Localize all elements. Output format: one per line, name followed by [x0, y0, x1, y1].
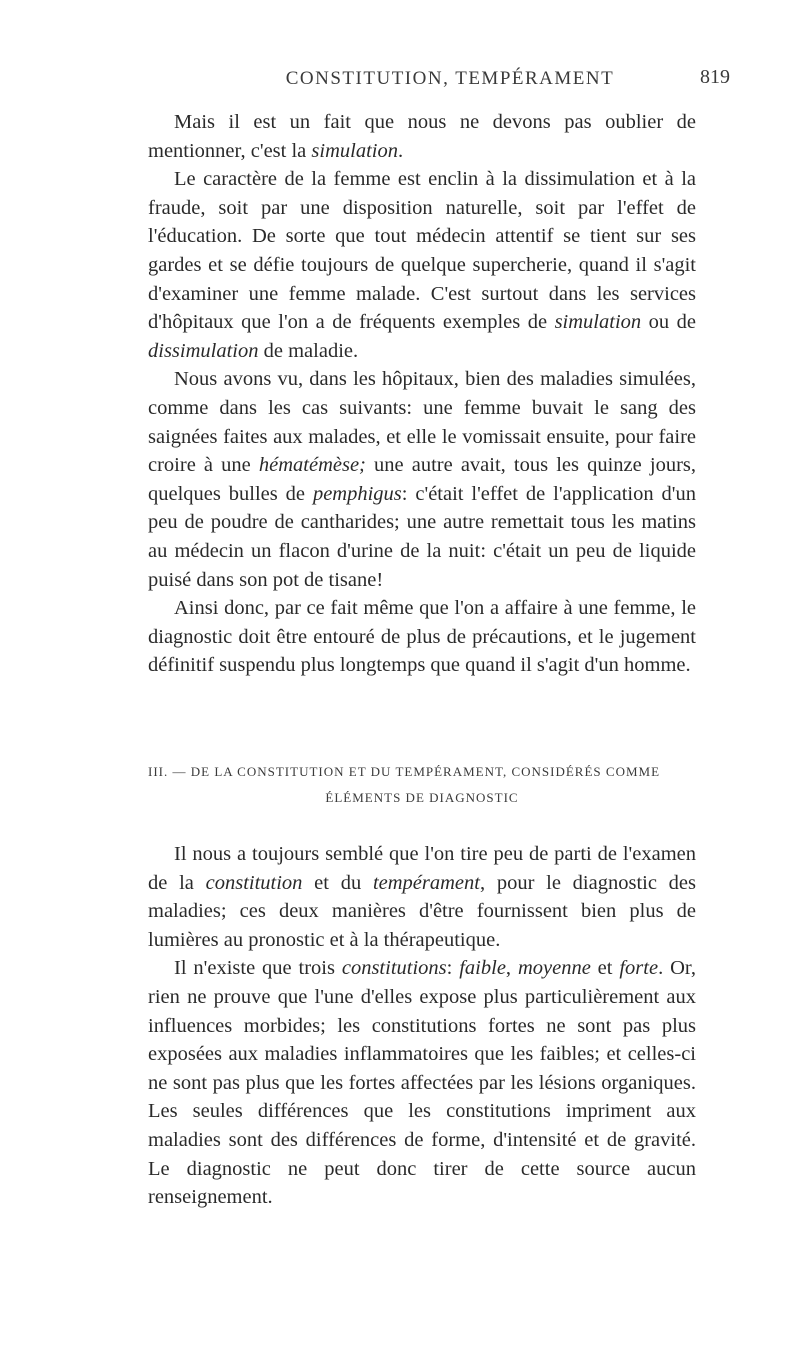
body-text-top [148, 108, 696, 680]
paragraph: Il n'existe que trois constitutions: faible, moyenne et forte. Or, rien ne prouve que l'une d'elles expose plus particulièrement aux influences morbides; les constitutions fortes ne sont pas plus exposées aux maladies inflammatoires que les faibles; et celles-ci ne sont pas plus que les fortes affectées par les lésions organiques. Les seules différences que les constitutions impriment aux maladies sont des différences de forme, d'intensité et de gravité. Le diagnostic ne peut donc tirer de cette source aucun renseignement. [148, 957, 697, 1209]
section-heading-line1: III. — DE LA CONSTITUTION ET DU TEMPÉRAMENT, CONSIDÉRÉS COMME [148, 764, 661, 779]
paragraph: Nous avons vu, dans les hôpitaux, bien des maladies simulées, comme dans les cas suivants: une femme buvait le sang des saignées faites aux malades, et elle le vomissait ensuite, pour faire croire à une hématémèse; une autre avait, tous les quinze jours, quelques bulles de pemphigus: c'était l'effet de l'application d'un peu de poudre de cantharides; une autre remettait tous les matins au médecin un flacon d'urine de la nuit: c'était un peu de liquide puisé dans son pot de tisane! [148, 368, 697, 591]
paragraph: Mais il est un fait que nous ne devons pas oublier de mentionner, c'est la simulation. [148, 111, 696, 162]
paragraph: Ainsi donc, par ce fait même que l'on a affaire à une femme, le diagnostic doit être entouré de plus de précautions, et le jugement définitif suspendu plus longtemps que quand il s'agit d'un homme. [148, 597, 696, 677]
running-head: CONSTITUTION, TEMPÉRAMENT [285, 68, 615, 89]
paragraph: Le caractère de la femme est enclin à la dissimulation et à la fraude, soit par une disposition naturelle, soit par l'effet de l'éducation. De sorte que tout médecin attentif se tient sur ses gardes et se défie toujours de quelque supercherie, quand il s'agit d'examiner une femme malade. C'est surtout dans les services d'hôpitaux que l'on a de fréquents exemples de simulation ou de dissimulation de maladie. [148, 168, 696, 362]
page-number: 819 [700, 66, 730, 88]
body-text-bottom [148, 840, 696, 1212]
paragraph: Il nous a toujours semblé que l'on tire peu de parti de l'examen de la constitution et du tempérament, pour le diagnostic des maladies; ces deux manières d'être fournissent bien plus de lumières au pronostic et à la thérapeutique. [148, 843, 696, 951]
section-heading-line2: ÉLÉMENTS DE DIAGNOSTIC [325, 790, 519, 805]
section-heading [148, 762, 696, 808]
